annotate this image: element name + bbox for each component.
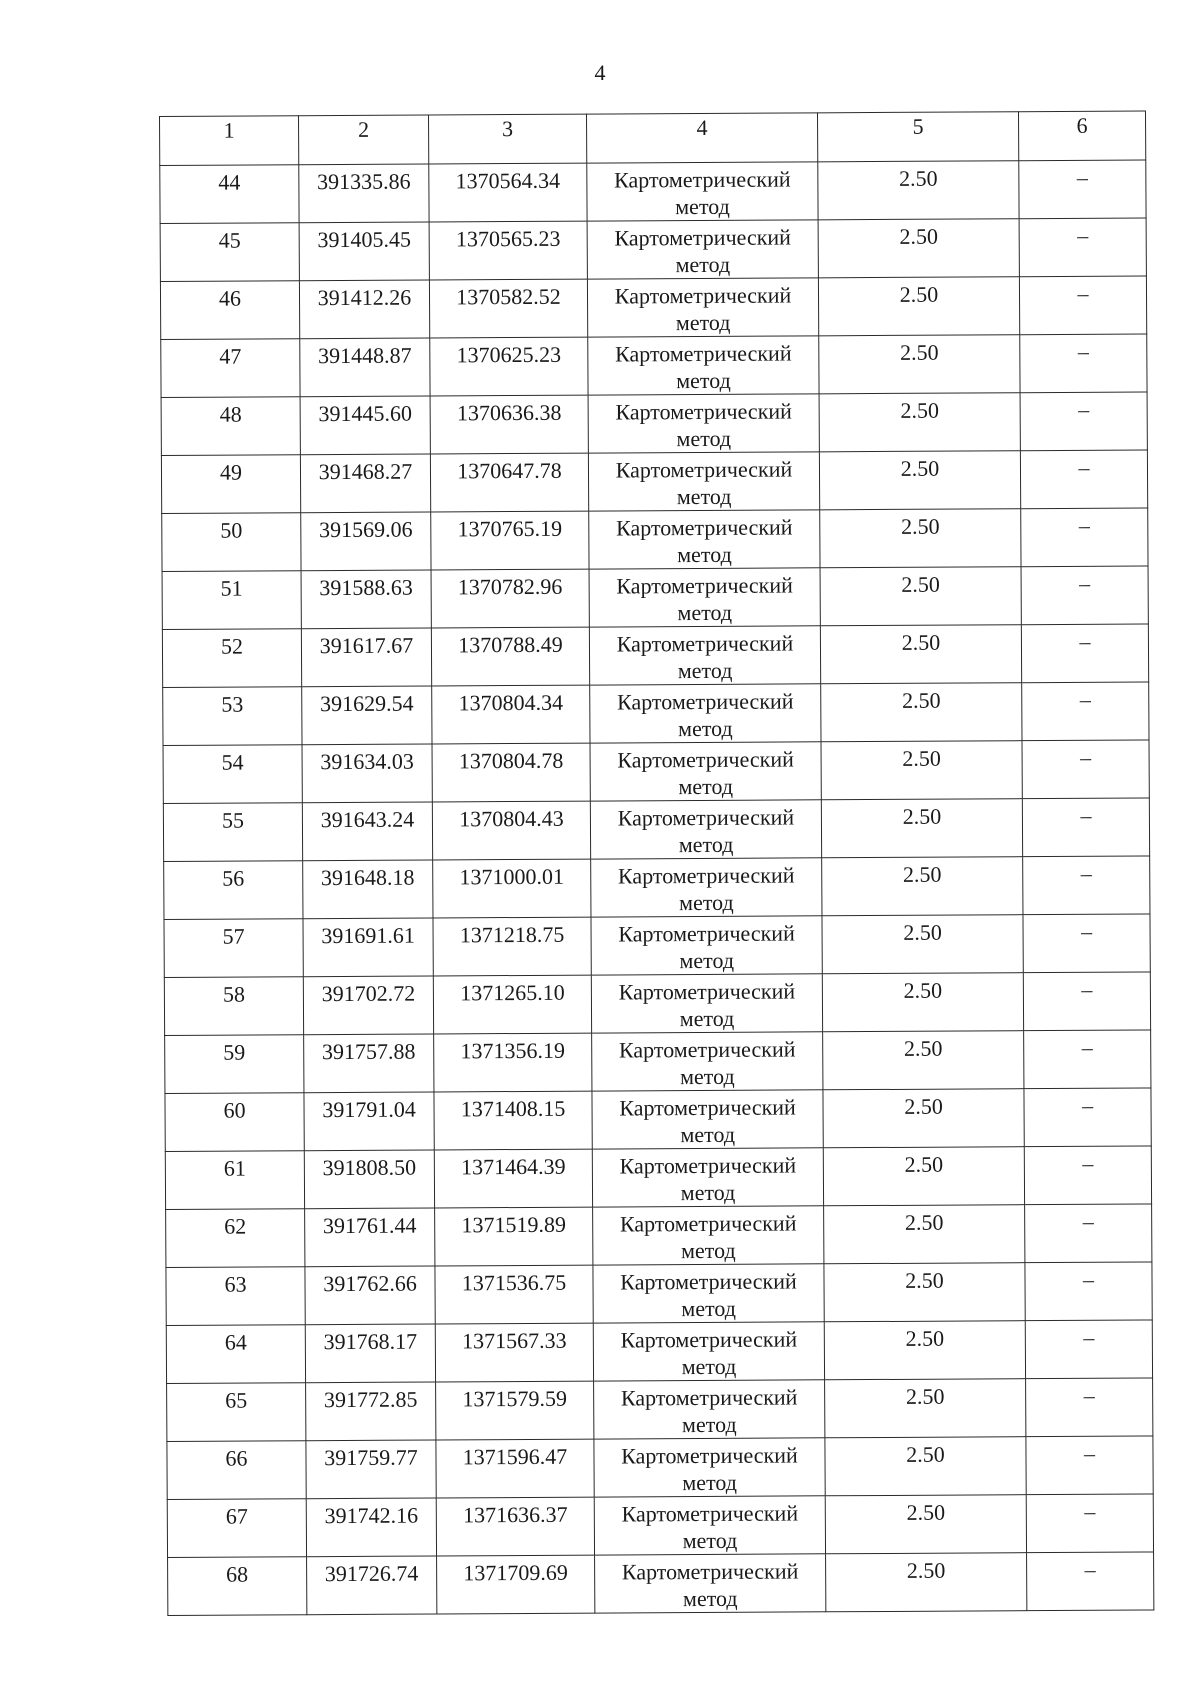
table-row bbox=[165, 1030, 1151, 1094]
note-cell: – bbox=[1024, 1030, 1151, 1089]
x-coordinate-cell: 391335.86 bbox=[299, 164, 429, 223]
x-coordinate-cell: 391762.66 bbox=[305, 1266, 435, 1325]
point-number-cell: 51 bbox=[162, 571, 301, 630]
x-coordinate-cell: 391648.18 bbox=[303, 860, 433, 919]
table-row bbox=[163, 798, 1149, 862]
note-cell: – bbox=[1023, 972, 1150, 1031]
x-coordinate-cell: 391588.63 bbox=[301, 570, 431, 629]
point-number-cell: 58 bbox=[164, 977, 303, 1036]
x-coordinate-cell: 391702.72 bbox=[303, 976, 433, 1035]
header-col-6: 6 bbox=[1018, 111, 1145, 161]
point-number-cell: 64 bbox=[166, 1325, 305, 1384]
header-col-1: 1 bbox=[160, 116, 299, 166]
table-row bbox=[162, 566, 1148, 630]
x-coordinate-cell: 391759.77 bbox=[306, 1440, 436, 1499]
accuracy-cell: 2.50 bbox=[818, 161, 1019, 220]
note-cell: – bbox=[1020, 334, 1147, 393]
method-cell: Картометрический метод bbox=[592, 1032, 823, 1091]
accuracy-cell: 2.50 bbox=[818, 219, 1019, 278]
note-cell: – bbox=[1022, 798, 1149, 857]
y-coordinate-cell: 1371000.01 bbox=[433, 859, 591, 918]
table-row bbox=[164, 972, 1150, 1036]
point-number-cell: 48 bbox=[161, 397, 300, 456]
point-number-cell: 60 bbox=[165, 1093, 304, 1152]
method-cell: Картометрический метод bbox=[590, 800, 821, 859]
method-cell: Картометрический метод bbox=[588, 336, 819, 395]
y-coordinate-cell: 1371709.69 bbox=[437, 1555, 595, 1614]
note-cell: – bbox=[1019, 218, 1146, 277]
point-number-cell: 67 bbox=[167, 1499, 306, 1558]
note-cell: – bbox=[1019, 160, 1146, 219]
y-coordinate-cell: 1371356.19 bbox=[434, 1033, 592, 1092]
accuracy-cell: 2.50 bbox=[826, 1553, 1027, 1612]
note-cell: – bbox=[1023, 914, 1150, 973]
point-number-cell: 47 bbox=[161, 339, 300, 398]
y-coordinate-cell: 1370625.23 bbox=[430, 337, 588, 396]
y-coordinate-cell: 1370804.43 bbox=[432, 801, 590, 860]
note-cell: – bbox=[1022, 682, 1149, 741]
y-coordinate-cell: 1370636.38 bbox=[430, 395, 588, 454]
accuracy-cell: 2.50 bbox=[823, 1147, 1024, 1206]
note-cell: – bbox=[1024, 1146, 1151, 1205]
note-cell: – bbox=[1020, 450, 1147, 509]
point-number-cell: 49 bbox=[161, 455, 300, 514]
y-coordinate-cell: 1370564.34 bbox=[429, 163, 587, 222]
x-coordinate-cell: 391468.27 bbox=[300, 454, 430, 513]
note-cell: – bbox=[1026, 1494, 1153, 1553]
point-number-cell: 53 bbox=[163, 687, 302, 746]
accuracy-cell: 2.50 bbox=[821, 799, 1022, 858]
accuracy-cell: 2.50 bbox=[824, 1263, 1025, 1322]
method-cell: Картометрический метод bbox=[594, 1438, 825, 1497]
table-row bbox=[164, 856, 1150, 920]
table-row bbox=[160, 218, 1146, 282]
y-coordinate-cell: 1371567.33 bbox=[435, 1323, 593, 1382]
x-coordinate-cell: 391569.06 bbox=[301, 512, 431, 571]
coordinates-table bbox=[159, 110, 1154, 1615]
table-row bbox=[161, 334, 1147, 398]
table-row bbox=[165, 1146, 1151, 1210]
table-row bbox=[161, 450, 1147, 514]
accuracy-cell: 2.50 bbox=[824, 1321, 1025, 1380]
x-coordinate-cell: 391757.88 bbox=[304, 1034, 434, 1093]
y-coordinate-cell: 1370804.78 bbox=[432, 743, 590, 802]
x-coordinate-cell: 391629.54 bbox=[302, 686, 432, 745]
point-number-cell: 54 bbox=[163, 745, 302, 804]
point-number-cell: 46 bbox=[160, 281, 299, 340]
method-cell: Картометрический метод bbox=[587, 278, 818, 337]
y-coordinate-cell: 1370582.52 bbox=[429, 279, 587, 338]
header-col-3: 3 bbox=[428, 114, 586, 164]
point-number-cell: 66 bbox=[167, 1441, 306, 1500]
method-cell: Картометрический метод bbox=[587, 162, 818, 221]
accuracy-cell: 2.50 bbox=[825, 1379, 1026, 1438]
accuracy-cell: 2.50 bbox=[818, 277, 1019, 336]
method-cell: Картометрический метод bbox=[591, 916, 822, 975]
accuracy-cell: 2.50 bbox=[819, 451, 1020, 510]
note-cell: – bbox=[1027, 1552, 1154, 1611]
accuracy-cell: 2.50 bbox=[819, 393, 1020, 452]
table-row bbox=[163, 682, 1149, 746]
note-cell: – bbox=[1021, 566, 1148, 625]
method-cell: Картометрический метод bbox=[593, 1206, 824, 1265]
y-coordinate-cell: 1370647.78 bbox=[430, 453, 588, 512]
x-coordinate-cell: 391742.16 bbox=[306, 1498, 436, 1557]
note-cell: – bbox=[1026, 1378, 1153, 1437]
point-number-cell: 56 bbox=[164, 861, 303, 920]
point-number-cell: 62 bbox=[166, 1209, 305, 1268]
accuracy-cell: 2.50 bbox=[821, 741, 1022, 800]
accuracy-cell: 2.50 bbox=[824, 1205, 1025, 1264]
point-number-cell: 44 bbox=[160, 165, 299, 224]
method-cell: Картометрический метод bbox=[591, 974, 822, 1033]
y-coordinate-cell: 1371536.75 bbox=[435, 1265, 593, 1324]
accuracy-cell: 2.50 bbox=[825, 1495, 1026, 1554]
point-number-cell: 52 bbox=[162, 629, 301, 688]
method-cell: Картометрический метод bbox=[590, 684, 821, 743]
table-row bbox=[167, 1378, 1153, 1442]
accuracy-cell: 2.50 bbox=[825, 1437, 1026, 1496]
table-row bbox=[166, 1204, 1152, 1268]
method-cell: Картометрический метод bbox=[587, 220, 818, 279]
x-coordinate-cell: 391726.74 bbox=[307, 1556, 437, 1615]
note-cell: – bbox=[1023, 856, 1150, 915]
table-row bbox=[163, 740, 1149, 804]
x-coordinate-cell: 391643.24 bbox=[302, 802, 432, 861]
x-coordinate-cell: 391634.03 bbox=[302, 744, 432, 803]
table-row bbox=[162, 508, 1148, 572]
x-coordinate-cell: 391405.45 bbox=[299, 222, 429, 281]
y-coordinate-cell: 1370565.23 bbox=[429, 221, 587, 280]
y-coordinate-cell: 1370804.34 bbox=[432, 685, 590, 744]
table-row bbox=[168, 1552, 1154, 1616]
table-row bbox=[165, 1088, 1151, 1152]
y-coordinate-cell: 1370765.19 bbox=[431, 511, 589, 570]
y-coordinate-cell: 1371464.39 bbox=[434, 1149, 592, 1208]
y-coordinate-cell: 1370782.96 bbox=[431, 569, 589, 628]
point-number-cell: 61 bbox=[165, 1151, 304, 1210]
y-coordinate-cell: 1371636.37 bbox=[436, 1497, 594, 1556]
header-col-2: 2 bbox=[299, 115, 429, 165]
accuracy-cell: 2.50 bbox=[821, 683, 1022, 742]
method-cell: Картометрический метод bbox=[589, 626, 820, 685]
header-col-5: 5 bbox=[817, 112, 1018, 162]
table-row bbox=[167, 1436, 1153, 1500]
note-cell: – bbox=[1026, 1436, 1153, 1495]
x-coordinate-cell: 391617.67 bbox=[301, 628, 431, 687]
note-cell: – bbox=[1020, 392, 1147, 451]
note-cell: – bbox=[1025, 1320, 1152, 1379]
table-row bbox=[162, 624, 1148, 688]
accuracy-cell: 2.50 bbox=[823, 1031, 1024, 1090]
y-coordinate-cell: 1371408.15 bbox=[434, 1091, 592, 1150]
table-header bbox=[160, 111, 1146, 166]
note-cell: – bbox=[1024, 1088, 1151, 1147]
header-row bbox=[160, 111, 1146, 166]
point-number-cell: 59 bbox=[165, 1035, 304, 1094]
accuracy-cell: 2.50 bbox=[819, 335, 1020, 394]
x-coordinate-cell: 391768.17 bbox=[305, 1324, 435, 1383]
point-number-cell: 68 bbox=[168, 1557, 307, 1616]
accuracy-cell: 2.50 bbox=[820, 567, 1021, 626]
table-row bbox=[166, 1320, 1152, 1384]
method-cell: Картометрический метод bbox=[588, 452, 819, 511]
method-cell: Картометрический метод bbox=[588, 394, 819, 453]
y-coordinate-cell: 1371218.75 bbox=[433, 917, 591, 976]
method-cell: Картометрический метод bbox=[589, 568, 820, 627]
table-row bbox=[160, 160, 1146, 224]
x-coordinate-cell: 391448.87 bbox=[300, 338, 430, 397]
note-cell: – bbox=[1025, 1204, 1152, 1263]
header-col-4: 4 bbox=[586, 113, 817, 163]
method-cell: Картометрический метод bbox=[594, 1496, 825, 1555]
table-row bbox=[161, 392, 1147, 456]
accuracy-cell: 2.50 bbox=[823, 1089, 1024, 1148]
method-cell: Картометрический метод bbox=[590, 742, 821, 801]
table-row bbox=[166, 1262, 1152, 1326]
note-cell: – bbox=[1019, 276, 1146, 335]
table-body bbox=[160, 160, 1154, 1615]
note-cell: – bbox=[1021, 624, 1148, 683]
point-number-cell: 63 bbox=[166, 1267, 305, 1326]
x-coordinate-cell: 391761.44 bbox=[305, 1208, 435, 1267]
note-cell: – bbox=[1025, 1262, 1152, 1321]
accuracy-cell: 2.50 bbox=[822, 915, 1023, 974]
method-cell: Картометрический метод bbox=[592, 1148, 823, 1207]
x-coordinate-cell: 391791.04 bbox=[304, 1092, 434, 1151]
method-cell: Картометрический метод bbox=[589, 510, 820, 569]
y-coordinate-cell: 1371579.59 bbox=[436, 1381, 594, 1440]
method-cell: Картометрический метод bbox=[595, 1554, 826, 1613]
x-coordinate-cell: 391808.50 bbox=[304, 1150, 434, 1209]
y-coordinate-cell: 1371265.10 bbox=[433, 975, 591, 1034]
note-cell: – bbox=[1021, 508, 1148, 567]
point-number-cell: 55 bbox=[163, 803, 302, 862]
y-coordinate-cell: 1371519.89 bbox=[435, 1207, 593, 1266]
note-cell: – bbox=[1022, 740, 1149, 799]
table-row bbox=[160, 276, 1146, 340]
x-coordinate-cell: 391691.61 bbox=[303, 918, 433, 977]
point-number-cell: 57 bbox=[164, 919, 303, 978]
y-coordinate-cell: 1370788.49 bbox=[431, 627, 589, 686]
y-coordinate-cell: 1371596.47 bbox=[436, 1439, 594, 1498]
point-number-cell: 45 bbox=[160, 223, 299, 282]
table-row bbox=[164, 914, 1150, 978]
method-cell: Картометрический метод bbox=[594, 1380, 825, 1439]
method-cell: Картометрический метод bbox=[591, 858, 822, 917]
method-cell: Картометрический метод bbox=[593, 1322, 824, 1381]
table-row bbox=[167, 1494, 1153, 1558]
accuracy-cell: 2.50 bbox=[820, 509, 1021, 568]
accuracy-cell: 2.50 bbox=[822, 857, 1023, 916]
accuracy-cell: 2.50 bbox=[822, 973, 1023, 1032]
accuracy-cell: 2.50 bbox=[820, 625, 1021, 684]
x-coordinate-cell: 391412.26 bbox=[299, 280, 429, 339]
method-cell: Картометрический метод bbox=[592, 1090, 823, 1149]
point-number-cell: 65 bbox=[167, 1383, 306, 1442]
x-coordinate-cell: 391772.85 bbox=[306, 1382, 436, 1441]
x-coordinate-cell: 391445.60 bbox=[300, 396, 430, 455]
point-number-cell: 50 bbox=[162, 513, 301, 572]
page-number: 4 bbox=[594, 60, 606, 85]
method-cell: Картометрический метод bbox=[593, 1264, 824, 1323]
